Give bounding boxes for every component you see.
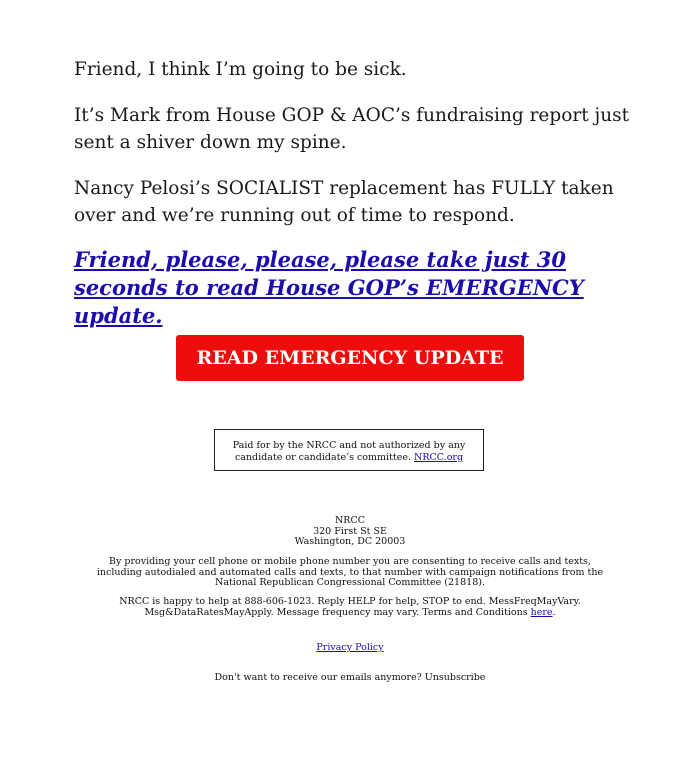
- privacy-policy-link[interactable]: Privacy Policy: [316, 642, 384, 653]
- street-address: 320 First St SE: [313, 525, 387, 537]
- body-paragraph-pelosi: Nancy Pelosi’s SOCIALIST replacement has FULLY taken over and we’re running out of time to respond.: [74, 178, 614, 226]
- body-paragraph-report: It’s Mark from House GOP & AOC’s fundraising report just sent a shiver down my spine.: [74, 105, 630, 153]
- greeting-paragraph: Friend, I think I’m going to be sick.: [74, 59, 407, 80]
- mailing-address: [0, 516, 700, 548]
- privacy-section: [0, 643, 700, 654]
- terms-here-link[interactable]: here: [530, 606, 553, 618]
- emergency-update-link[interactable]: Friend, please, please, please take just 30 seconds to read House GOP’s EMERGENCY update.: [74, 247, 584, 328]
- unsubscribe-link[interactable]: Unsubscribe: [424, 672, 486, 683]
- paid-for-disclaimer: [214, 429, 484, 471]
- nrcc-org-link[interactable]: NRCC.org: [414, 452, 464, 463]
- help-text-body: NRCC is happy to help at 888-606-1023. Reply HELP for help, STOP to end. MessFreqMayVary. Msg&DataRatesMayApply. Message frequency may vary. Terms and Conditions: [119, 596, 581, 618]
- unsubscribe-prefix: Don't want to receive our emails anymore?: [214, 672, 422, 683]
- unsubscribe-section: [0, 673, 700, 684]
- button-container: [0, 335, 700, 381]
- period: .: [552, 606, 556, 618]
- read-emergency-update-button[interactable]: READ EMERGENCY UPDATE: [176, 335, 524, 381]
- disclaimer-text: Paid for by the NRCC and not authorized by any candidate or candidate’s committee.: [232, 440, 466, 463]
- help-text: [100, 597, 600, 618]
- sms-consent-text: By providing your cell phone or mobile phone number you are consenting to receive calls and texts, including autodialed and automated calls and texts, to that number with campaign notifications from the National Republican Congressional Committee (21818).: [96, 556, 604, 588]
- city-address: Washington, DC 20003: [294, 536, 406, 547]
- org-name: NRCC: [334, 515, 365, 526]
